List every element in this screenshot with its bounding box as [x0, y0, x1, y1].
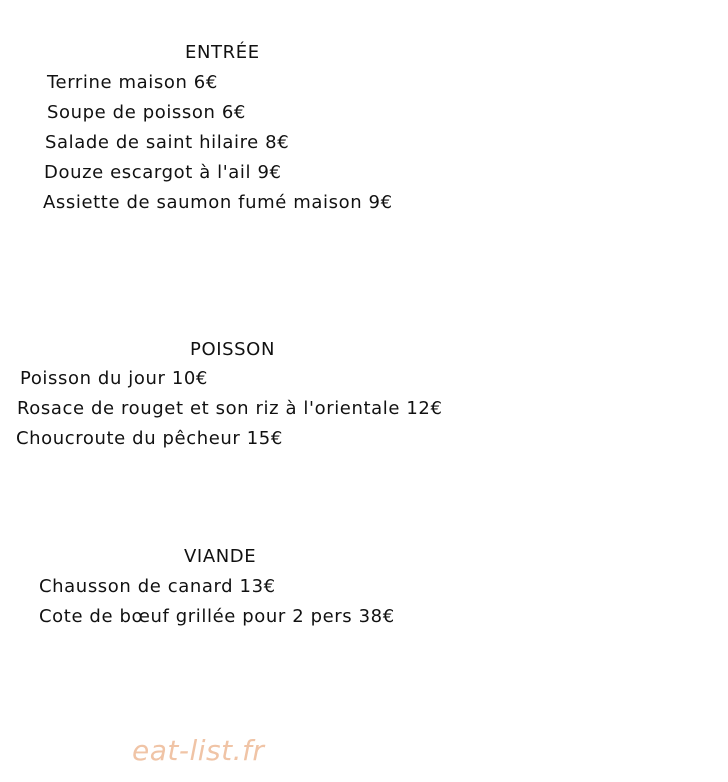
- watermark-logo: eat-list.fr: [132, 734, 265, 767]
- menu-item-choucroute: Choucroute du pêcheur 15€: [16, 428, 283, 449]
- section-title-poisson: POISSON: [190, 339, 276, 360]
- menu-item-terrine: Terrine maison 6€: [47, 72, 218, 93]
- menu-item-poisson-jour: Poisson du jour 10€: [20, 368, 208, 389]
- menu-item-saumon: Assiette de saumon fumé maison 9€: [43, 192, 393, 213]
- menu-item-boeuf: Cote de bœuf grillée pour 2 pers 38€: [39, 606, 395, 627]
- menu-item-escargot: Douze escargot à l'ail 9€: [44, 162, 282, 183]
- menu-item-salade: Salade de saint hilaire 8€: [45, 132, 290, 153]
- menu-item-canard: Chausson de canard 13€: [39, 576, 276, 597]
- menu-item-rouget: Rosace de rouget et son riz à l'orientale 12€: [17, 398, 443, 419]
- section-title-entree: ENTRÉE: [185, 42, 260, 63]
- section-title-viande: VIANDE: [184, 546, 257, 567]
- menu-item-soupe: Soupe de poisson 6€: [47, 102, 246, 123]
